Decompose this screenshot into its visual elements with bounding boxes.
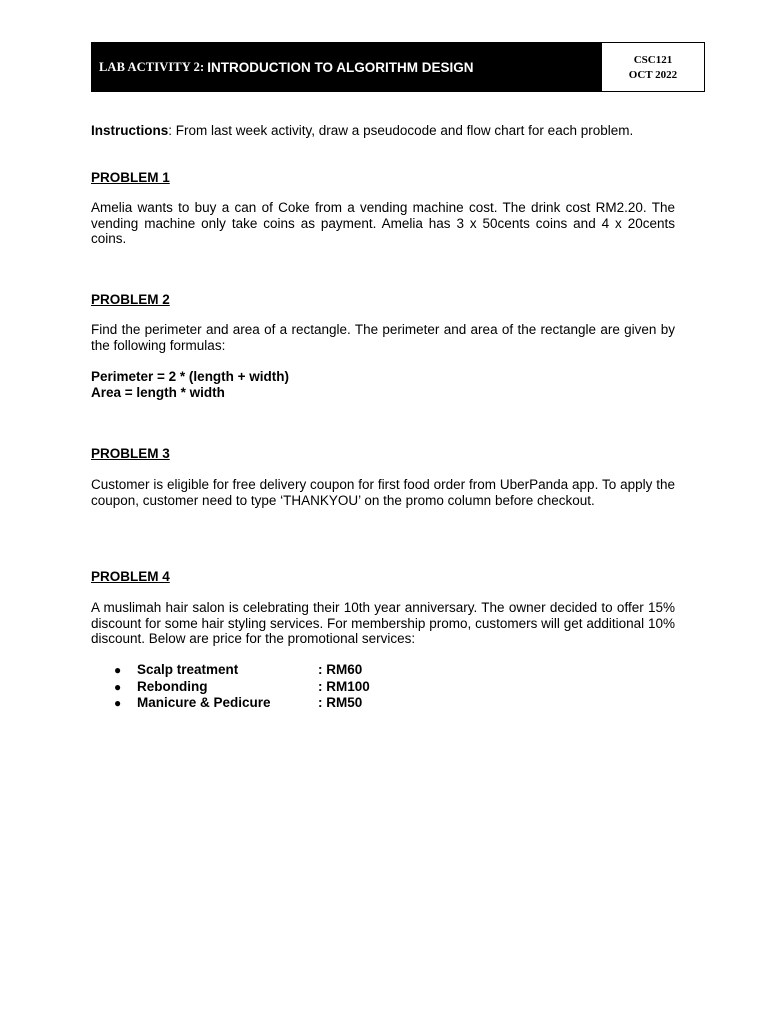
service-price: : RM100 bbox=[318, 678, 370, 694]
list-item bbox=[91, 695, 675, 712]
instructions-text: : From last week activity, draw a pseudocode and flow chart for each problem. bbox=[168, 123, 634, 138]
header-title-box bbox=[92, 43, 602, 91]
problem-1-text: Amelia wants to buy a can of Coke from a vending machine cost. The drink cost RM2.20. The vending machine only take coins as payment. Amelia has 3 x 50cents coins and 4 x 20cents coins. bbox=[91, 200, 675, 246]
service-price: : RM60 bbox=[318, 662, 363, 677]
document-header bbox=[91, 42, 705, 92]
service-name: Manicure & Pedicure bbox=[137, 695, 271, 711]
problem-2-text: Find the perimeter and area of a rectangle. The perimeter and area of the rectangle are given by the following formulas: bbox=[91, 322, 675, 353]
bullet-icon: ● bbox=[114, 663, 122, 677]
bullet-icon: ● bbox=[114, 696, 122, 711]
problem-4-heading: PROBLEM 4 bbox=[91, 569, 170, 584]
problem-3-text: Customer is eligible for free delivery coupon for first food order from UberPanda app. To apply the coupon, customer need to type ‘THANKYOU’ on the promo column before checkout. bbox=[91, 477, 675, 508]
service-name: Scalp treatment bbox=[137, 662, 239, 677]
bullet-icon: ● bbox=[114, 679, 122, 694]
instructions-paragraph bbox=[91, 123, 675, 139]
area-formula: Area = length * width bbox=[91, 385, 225, 400]
problem-4-text: A muslimah hair salon is celebrating their 10th year anniversary. The owner decided to offer 15% discount for some hair styling services. For membership promo, customers will get additional 10% discount. Below are price for the promotional services: bbox=[91, 600, 675, 646]
perimeter-formula: Perimeter = 2 * (length + width) bbox=[91, 369, 290, 384]
problem-3-heading: PROBLEM 3 bbox=[91, 446, 170, 461]
problem-2-heading: PROBLEM 2 bbox=[91, 292, 170, 307]
instructions-label: Instructions bbox=[91, 123, 169, 138]
course-code: CSC121 bbox=[633, 54, 673, 66]
problem-1-heading: PROBLEM 1 bbox=[91, 170, 170, 185]
semester-label: OCT 2022 bbox=[628, 69, 678, 81]
course-info-box bbox=[602, 43, 704, 91]
service-price: : RM50 bbox=[318, 695, 363, 711]
list-item bbox=[91, 662, 675, 679]
document-title: INTRODUCTION TO ALGORITHM DESIGN bbox=[207, 59, 474, 75]
service-name: Rebonding bbox=[137, 678, 208, 694]
services-list bbox=[91, 662, 675, 712]
lab-activity-label: LAB ACTIVITY 2: bbox=[99, 59, 205, 74]
list-item bbox=[91, 679, 675, 696]
